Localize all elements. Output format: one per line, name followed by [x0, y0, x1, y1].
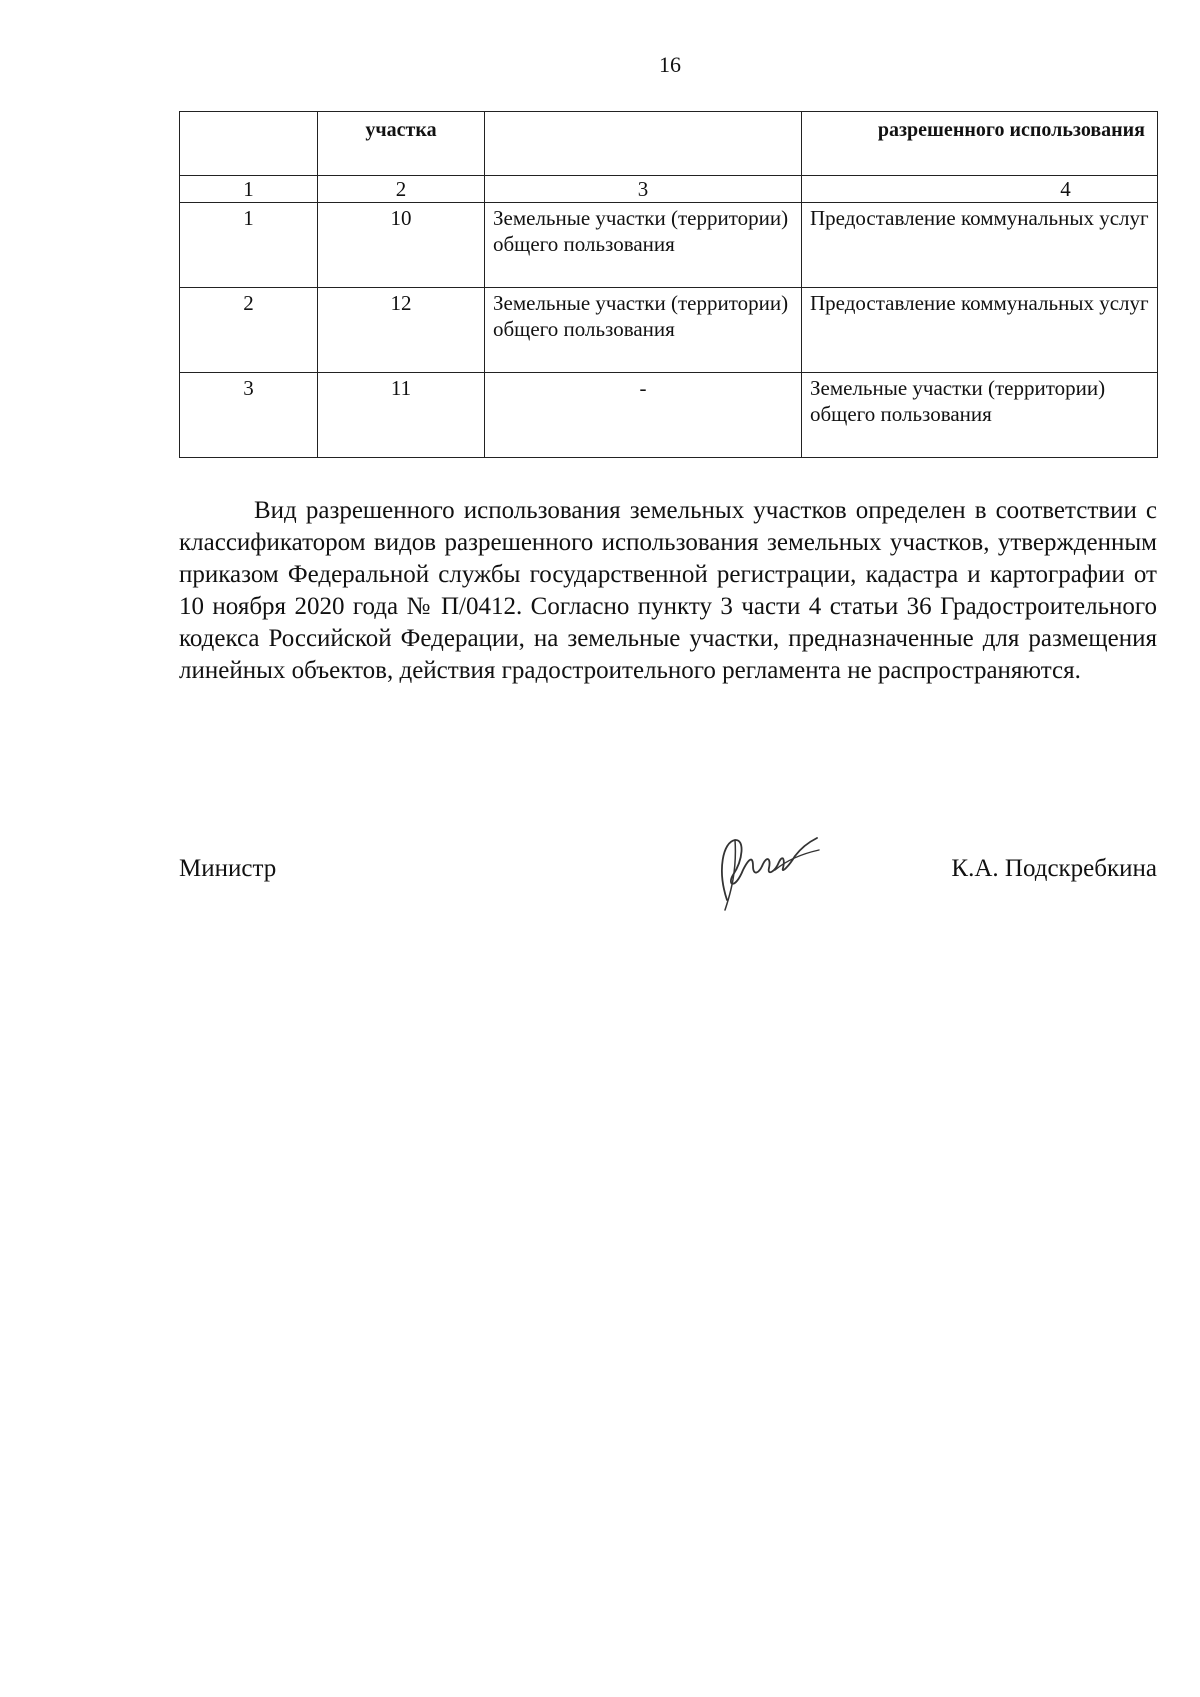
body-paragraph: Вид разрешенного использования земельных участков определен в соответствии с классификатором видов разрешенного использования земельных участков, утвержденным приказом Федеральной службы государственной регистрации, кадастра и картографии от 10 ноября 2020 года № П/0412. Согласно пункту 3 части 4 статьи 36 Градостроительного кодекса Российской Федерации, на земельные участки, предназначенные для размещения линейных объектов, действия градостроительного регламента не распространяются.: [179, 497, 1157, 684]
header-cell-2: участка: [318, 112, 485, 176]
permitted-use: Земельные участки (территории) общего пользования: [802, 373, 1158, 458]
table-row: [180, 288, 1158, 373]
plot-number: 12: [318, 288, 485, 373]
handwritten-signature: [705, 830, 825, 915]
header-cell-3: [485, 112, 802, 176]
land-use-table: [179, 111, 1158, 458]
permitted-use: Предоставление коммунальных услуг: [802, 203, 1158, 288]
row-number: 1: [180, 203, 318, 288]
table-header-row: [180, 112, 1158, 176]
row-number: 3: [180, 373, 318, 458]
column-number: 3: [485, 176, 802, 203]
signatory-title: Министр: [179, 855, 277, 882]
row-number: 2: [180, 288, 318, 373]
plot-category: -: [485, 373, 802, 458]
plot-category: Земельные участки (территории) общего пользования: [485, 203, 802, 288]
permitted-use: Предоставление коммунальных услуг: [802, 288, 1158, 373]
signatory-name: К.А. Подскребкина: [951, 855, 1157, 882]
column-number-row: [180, 176, 1158, 203]
column-number: 1: [180, 176, 318, 203]
header-cell-4: разрешенного использования: [802, 112, 1158, 176]
column-number: 2: [318, 176, 485, 203]
plot-number: 11: [318, 373, 485, 458]
table-row: [180, 203, 1158, 288]
page-number: 16: [659, 52, 681, 77]
plot-category: Земельные участки (территории) общего пользования: [485, 288, 802, 373]
header-cell-1: [180, 112, 318, 176]
plot-number: 10: [318, 203, 485, 288]
column-number: 4: [802, 176, 1158, 203]
table-row: [180, 373, 1158, 458]
